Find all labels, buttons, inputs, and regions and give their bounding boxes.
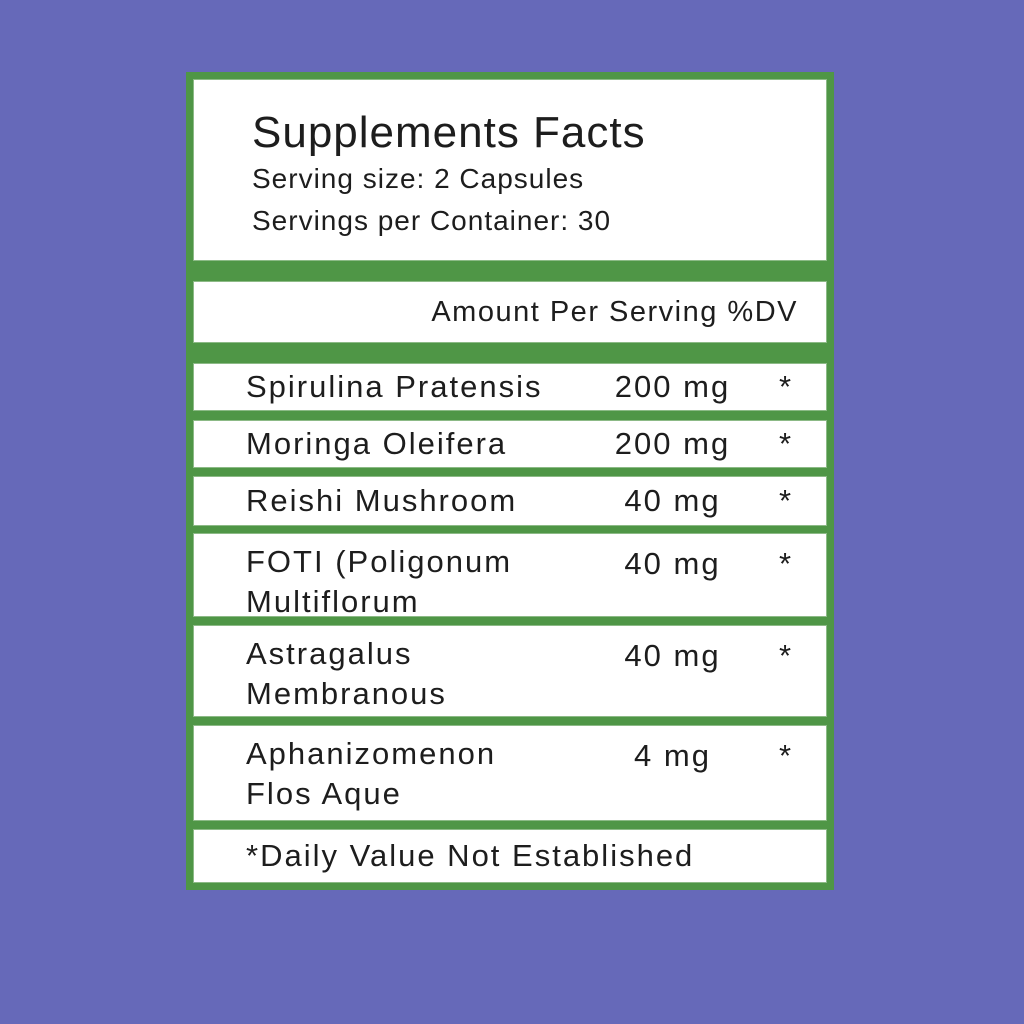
ingredient-dv: * [778,546,794,581]
ingredient-name-line1: Aphanizomenon [246,736,497,771]
ingredient-name-line2: Multiflorum [246,584,420,619]
ingredient-amount: 40 mg [624,546,721,581]
ingredient-amount: 40 mg [624,638,721,673]
serving-size: Serving size: 2 Capsules [252,163,585,194]
ingredient-name-line1: Astragalus [246,636,413,671]
supplement-facts-label [186,72,834,890]
label-title: Supplements Facts [252,108,646,157]
ingredient-row [194,534,826,619]
ingredient-dv: * [778,638,794,673]
ingredient-amount: 4 mg [634,738,711,773]
ingredient-name [246,734,591,814]
ingredient-row [194,626,826,716]
ingredient-amount: 40 mg [624,483,721,518]
ingredient-name: Spirulina Pratensis [246,369,543,404]
ingredient-row [194,364,826,410]
footnote [194,830,826,882]
columns-header [194,282,826,342]
ingredient-name [246,634,591,714]
servings-per-container: Servings per Container: 30 [252,205,612,236]
ingredient-dv: * [778,738,794,773]
columns-header-text: Amount Per Serving %DV [431,295,798,328]
ingredient-row [194,477,826,525]
ingredient-dv: * [778,369,794,404]
ingredient-name-line2: Membranous [246,676,447,711]
ingredient-name-line1: FOTI (Poligonum [246,544,513,579]
ingredient-name [246,542,591,622]
ingredient-name-line2: Flos Aque [246,776,402,811]
ingredient-name: Moringa Oleifera [246,426,508,461]
footnote-text: *Daily Value Not Established [246,838,695,873]
ingredient-dv: * [778,483,794,518]
ingredient-row [194,421,826,467]
ingredient-amount: 200 mg [614,426,731,461]
ingredient-row [194,726,826,820]
ingredient-amount: 200 mg [614,369,731,404]
ingredient-dv: * [778,426,794,461]
label-header [194,80,826,260]
ingredient-name: Reishi Mushroom [246,483,518,518]
